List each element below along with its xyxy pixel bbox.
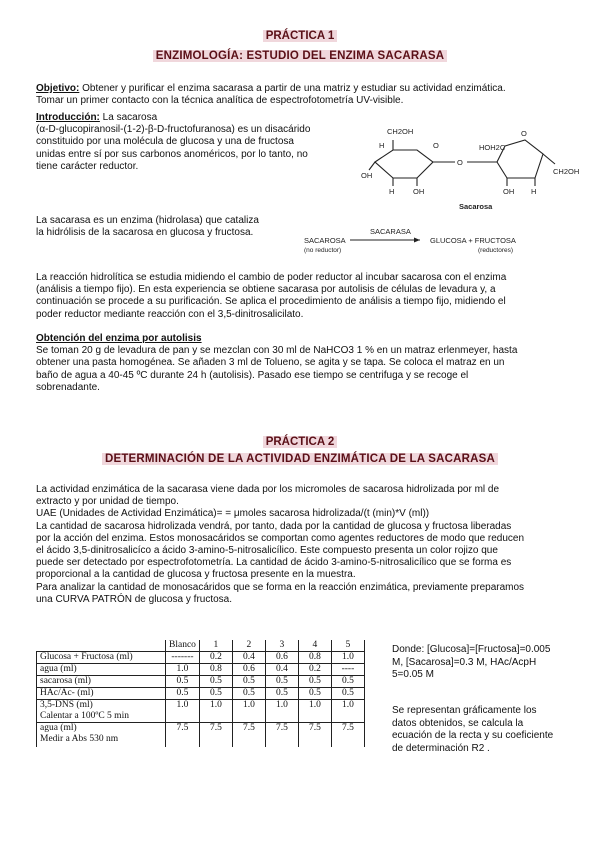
representacion-line-4: de determinación R2 .: [392, 742, 490, 754]
practica-1-subtitle: ENZIMOLOGÍA: ESTUDIO DEL ENZIMA SACARASA: [0, 50, 600, 62]
objetivo-paragraph: [36, 83, 506, 107]
fructose-oh-label: OH: [503, 187, 515, 196]
objetivo-text-2: Tomar un primer contacto con la técnica analítica de espectrofotometría UV-visible.: [36, 95, 404, 107]
table-row-label: [37, 723, 166, 748]
obtencion-line-3: baño de agua a 40-45 ºC durante 24 h (autolisis). Pasado ese tiempo se centrifuga y se recoge el: [36, 369, 469, 381]
introduccion-paragraph: [36, 112, 310, 173]
introduccion-line-4: unidas entre sí por sus carbonos anoméricos, por lo tanto, no: [36, 148, 308, 160]
table-cell: 1.0: [199, 700, 232, 723]
reaction-products: GLUCOSA + FRUCTOSA: [430, 236, 516, 245]
introduccion-line-2: (α-D-glucopiranosil-(1-2)-β-D-fructofuranosa) es un disacárido: [36, 124, 311, 136]
reaction-scheme: [300, 222, 540, 260]
practica-2-body: [36, 484, 524, 606]
practica-2-subtitle: DETERMINACIÓN DE LA ACTIVIDAD ENZIMÁTICA DE LA SACARASA: [0, 453, 600, 465]
table-cell: 1.0: [166, 664, 200, 676]
reaction-substrate: SACAROSA: [304, 236, 346, 245]
table-row-label: Glucosa + Fructosa (ml): [37, 652, 166, 664]
glucose-ring-o-label: O: [433, 141, 439, 150]
p2-line-6: el ácido 3,5-dinitrosalicíco a ácido 3-amino-5-nitrosalicílico. Este compuesto presenta un color rojizo que: [36, 545, 498, 557]
uae-formula: UAE (Unidades de Actividad Enzimática)= = μmoles sacarosa hidrolizada/(t (min)*V (ml)): [36, 508, 430, 520]
table-cell: 0.2: [199, 652, 232, 664]
obtencion-section: [36, 333, 517, 394]
table-corner: [37, 640, 166, 652]
curva-patron-table: [36, 640, 365, 747]
p2-line-10: una CURVA PATRÓN de glucosa y fructosa.: [36, 593, 233, 605]
reaccion-line-2: (análisis a tiempo fijo). En esta experiencia se obtiene sacarasa por autolisis de células de levadura y, a: [36, 284, 496, 296]
representacion-note: [392, 705, 587, 755]
glucose-oh-label: OH: [361, 171, 373, 180]
table-cell: 7.5: [298, 723, 331, 748]
representacion-line-3: ecuación de la recta y su coeficiente: [392, 730, 554, 741]
p2-line-9: Para analizar la cantidad de monosacáridos que se forma en la reacción enzimática, previamente preparamos: [36, 581, 525, 593]
table-cell: 0.8: [199, 664, 232, 676]
reaccion-line-4: poder reductor mediante reacción con el 3,5-dinitrosalicilato.: [36, 308, 304, 320]
table-cell: 0.5: [298, 676, 331, 688]
p2-line-5: por la acción del enzima. Estos monosacáridos se comportan como agentes reductores de modo que reducen: [36, 532, 525, 544]
table-cell: 1.0: [331, 652, 364, 664]
objetivo-label: Objetivo:: [36, 83, 80, 94]
hidrolisis-paragraph: [36, 215, 259, 239]
table-header-row: [37, 640, 365, 652]
table-header-cell: 2: [232, 640, 265, 652]
table-row: [37, 664, 365, 676]
table-cell: 0.5: [166, 676, 200, 688]
table-cell: 0.5: [331, 676, 364, 688]
fructose-ring-o-label: O: [521, 129, 527, 138]
table-header-cell: Blanco: [166, 640, 200, 652]
table-row-label: sacarosa (ml): [37, 676, 166, 688]
glucose-ring: [375, 150, 433, 178]
concentraciones-note: [392, 644, 587, 682]
table-cell: 0.5: [166, 688, 200, 700]
table-cell: 0.5: [199, 688, 232, 700]
introduccion-text: La sacarosa: [99, 112, 158, 123]
table-cell: 7.5: [265, 723, 298, 748]
reaccion-paragraph: [36, 272, 506, 321]
representacion-line-2: datos obtenidos, se calcula la: [392, 717, 524, 729]
table-header-cell: 4: [298, 640, 331, 652]
reaccion-line-3: continuación se procede a su purificación. Se aplica el procedimiento de análisis a tiempo fijo, midiendo el: [36, 296, 506, 308]
glucose-oh-label-2: OH: [413, 187, 425, 196]
obtencion-line-4: sobrenadante.: [36, 381, 100, 393]
table-cell: 7.5: [166, 723, 200, 748]
table-cell: 0.5: [298, 688, 331, 700]
table-cell: 0.2: [298, 664, 331, 676]
hidrolisis-line-1: La sacarasa es un enzima (hidrolasa) que cataliza: [36, 215, 259, 226]
table-row-label-line-1: 3,5-DNS (ml): [40, 700, 93, 710]
glucose-h-label-2: H: [389, 187, 395, 196]
p2-line-7: puede ser detectado por espectrofotometría. La cantidad de ácido 3-amino-5-nitrosalicílico que se forma es: [36, 557, 512, 569]
practica-1-title: PRÁCTICA 1: [0, 30, 600, 42]
table-row-label-line-2: Medir a Abs 530 nm: [40, 734, 119, 744]
table-cell: 0.6: [232, 664, 265, 676]
table-cell: 0.5: [199, 676, 232, 688]
obtencion-line-2: obtener una pasta homogénea. Se añaden 3 ml de Tolueno, se agita y se tapa. Se coloca el matraz en un: [36, 357, 505, 369]
sacarosa-structure-figure: [355, 120, 585, 215]
reaction-substrate-note: (no reductor): [304, 247, 342, 254]
table-cell: 0.4: [265, 664, 298, 676]
table-cell: 1.0: [331, 700, 364, 723]
fructose-h-label: H: [531, 187, 537, 196]
table-cell: 0.6: [265, 652, 298, 664]
table-cell: -------: [166, 652, 200, 664]
table-row-label: agua (ml): [37, 664, 166, 676]
introduccion-line-5: tiene carácter reductor.: [36, 160, 139, 172]
obtencion-heading: Obtención del enzima por autolisis: [36, 333, 202, 344]
p2-line-8: proporcional a la cantidad de glucosa y fructosa presente en la muestra.: [36, 569, 356, 581]
representacion-line-1: Se representan gráficamente los: [392, 705, 537, 716]
p2-line-1: La actividad enzimática de la sacarasa viene dada por los micromoles de sacarosa hidrolizada por ml de: [36, 484, 500, 495]
concentraciones-line-1: Donde: [Glucosa]=[Fructosa]=0.005: [392, 644, 551, 655]
table-row-label-line-1: agua (ml): [40, 723, 77, 733]
sacarosa-caption: Sacarosa: [459, 202, 493, 211]
practica-2-title: PRÁCTICA 2: [0, 436, 600, 448]
table-cell: 0.5: [232, 676, 265, 688]
glycosidic-o-label: O: [457, 158, 463, 167]
table-cell: 1.0: [166, 700, 200, 723]
concentraciones-line-2: M, [Sacarosa]=0.3 M, HAc/AcpH: [392, 656, 537, 668]
hidrolisis-line-2: la hidrólisis de la sacarosa en glucosa y fructosa.: [36, 227, 254, 239]
table-cell: 7.5: [199, 723, 232, 748]
table-cell: 1.0: [298, 700, 331, 723]
fructose-ch2oh-label: CH2OH: [553, 167, 580, 176]
table-row-label: [37, 700, 166, 723]
table-cell: 7.5: [232, 723, 265, 748]
table-cell: 0.5: [232, 688, 265, 700]
table-row: [37, 676, 365, 688]
obtencion-line-1: Se toman 20 g de levadura de pan y se mezclan con 30 ml de NaHCO3 1 % en un matraz erlenmeyer, hasta: [36, 345, 518, 357]
table-row: [37, 723, 365, 748]
table-row-label: HAc/Ac- (ml): [37, 688, 166, 700]
reaction-enzyme-label: SACARASA: [370, 227, 411, 236]
table-cell: 0.5: [265, 688, 298, 700]
introduccion-label: Introducción:: [36, 112, 100, 123]
glucose-ch2oh-label: CH2OH: [387, 127, 414, 136]
table-row: [37, 688, 365, 700]
table-header-cell: 3: [265, 640, 298, 652]
glucose-h-label: H: [379, 141, 385, 150]
table-cell: 1.0: [232, 700, 265, 723]
fructose-hoh2c-label: HOH2C: [479, 143, 506, 152]
table-cell: 0.4: [232, 652, 265, 664]
p2-line-2: extracto y por unidad de tiempo.: [36, 496, 179, 508]
table-cell: 0.5: [331, 688, 364, 700]
reaccion-line-1: La reacción hidrolítica se estudia midiendo el cambio de poder reductor al incubar sacarosa con el enzima: [36, 272, 507, 283]
table-header-cell: 5: [331, 640, 364, 652]
introduccion-line-3: constituido por una molécula de glucosa y una de fructosa: [36, 136, 294, 148]
reaction-arrowhead: [414, 238, 420, 243]
table-row: [37, 700, 365, 723]
p2-line-4: La cantidad de sacarosa hidrolizada vendrá, por tanto, dada por la cantidad de glucosa y fructosa liberadas: [36, 520, 512, 532]
table-header-cell: 1: [199, 640, 232, 652]
concentraciones-line-3: 5=0.05 M: [392, 669, 434, 680]
table-cell: 0.5: [265, 676, 298, 688]
objetivo-text: Obtener y purificar el enzima sacarasa a partir de una matriz y estudiar su actividad enzimática.: [79, 83, 506, 94]
table-row: [37, 652, 365, 664]
table-row-label-line-2: Calentar a 100ºC 5 min: [40, 711, 129, 721]
reaction-products-note: (reductores): [478, 247, 514, 254]
table-cell: ----: [331, 664, 364, 676]
table-cell: 1.0: [265, 700, 298, 723]
table-cell: 7.5: [331, 723, 364, 748]
table-cell: 0.8: [298, 652, 331, 664]
